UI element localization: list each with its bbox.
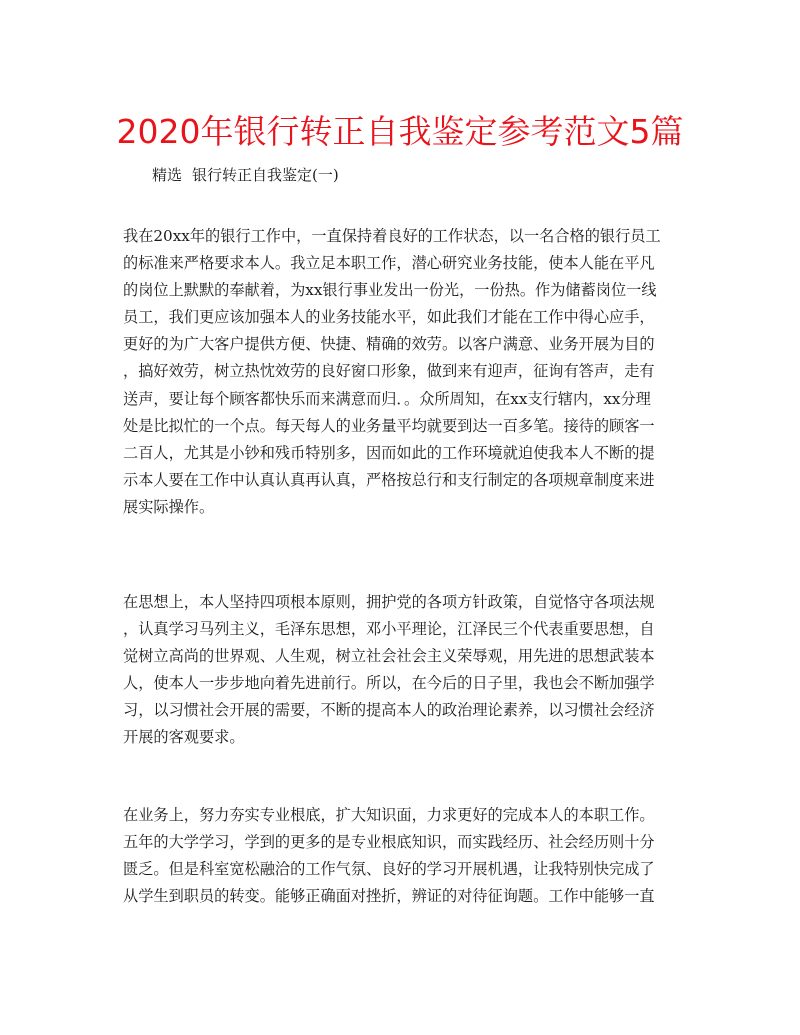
document-subtitle: [152, 164, 339, 186]
text-line: ，搞好效劳，树立热忱效劳的良好窗口形象，做到来有迎声，征询有答声，走有: [123, 362, 655, 381]
text-line: 从学生到职员的转变。能够正确面对挫折，辨证的对待征询题。工作中能够一直: [123, 887, 655, 906]
text-line: 匮乏。但是科室宽松融洽的工作气氛、良好的学习开展机遇，让我特别快完成了: [123, 860, 655, 879]
text-line: 送声，要让每个顾客都快乐而来满意而归．。众所周知，在xx支行辖内，xx分理: [123, 389, 651, 408]
text-line: 展实际操作。: [123, 497, 215, 516]
text-line: 员工，我们更应该加强本人的业务技能水平，如此我们才能在工作中得心应手，: [123, 308, 655, 327]
text-line: 二百人，尤其是小钞和残币特别多，因而如此的工作环境就迫使我本人不断的提: [123, 443, 655, 462]
text-line: 人，使本人一步步地向着先进前行。所以，在今后的日子里，我也会不断加强学: [123, 674, 655, 693]
text-line: 觉树立高尚的世界观、人生观，树立社会社会主义荣辱观，用先进的思想武装本: [123, 647, 655, 666]
text-line: 开展的客观要求。: [123, 728, 245, 747]
text-line: ，认真学习马列主义，毛泽东思想，邓小平理论，江泽民三个代表重要思想，自: [123, 620, 655, 639]
subtitle-prefix: 精选: [152, 166, 183, 184]
text-line: 习，以习惯社会开展的需要，不断的提高本人的政治理论素养，以习惯社会经济: [123, 701, 655, 720]
text-line: 我在20xx年的银行工作中，一直保持着良好的工作状态，以一名合格的银行员工: [123, 227, 661, 245]
text-line: 处是比拟忙的一个点。每天每人的业务量平均就要到达一百多笔。接待的顾客一: [123, 416, 655, 435]
text-line: 在业务上，努力夯实专业根底，扩大知识面，力求更好的完成本人的本职工作。: [123, 806, 655, 824]
paragraph: [123, 802, 683, 910]
text-line: 在思想上，本人坚持四项根本原则，拥护党的各项方针政策，自觉恪守各项法规: [123, 593, 655, 611]
text-line: 的岗位上默默的奉献着，为xx银行事业发出一份光，一份热。作为储蓄岗位一线: [123, 281, 657, 300]
subtitle-text: 银行转正自我鉴定(一): [192, 166, 339, 184]
paragraph: [123, 223, 683, 521]
paragraph: [123, 589, 683, 752]
document-title: 2020年银行转正自我鉴定参考范文5篇: [116, 112, 684, 151]
text-line: 更好的为广大客户提供方便、快捷、精确的效劳。以客户满意、业务开展为目的: [123, 335, 655, 354]
text-line: 的标准来严格要求本人。我立足本职工作，潜心研究业务技能，使本人能在平凡: [123, 254, 655, 273]
text-line: 五年的大学学习，学到的更多的是专业根底知识，而实践经历、社会经历则十分: [123, 833, 655, 852]
text-line: 示本人要在工作中认真认真再认真，严格按总行和支行制定的各项规章制度来进: [123, 470, 655, 489]
